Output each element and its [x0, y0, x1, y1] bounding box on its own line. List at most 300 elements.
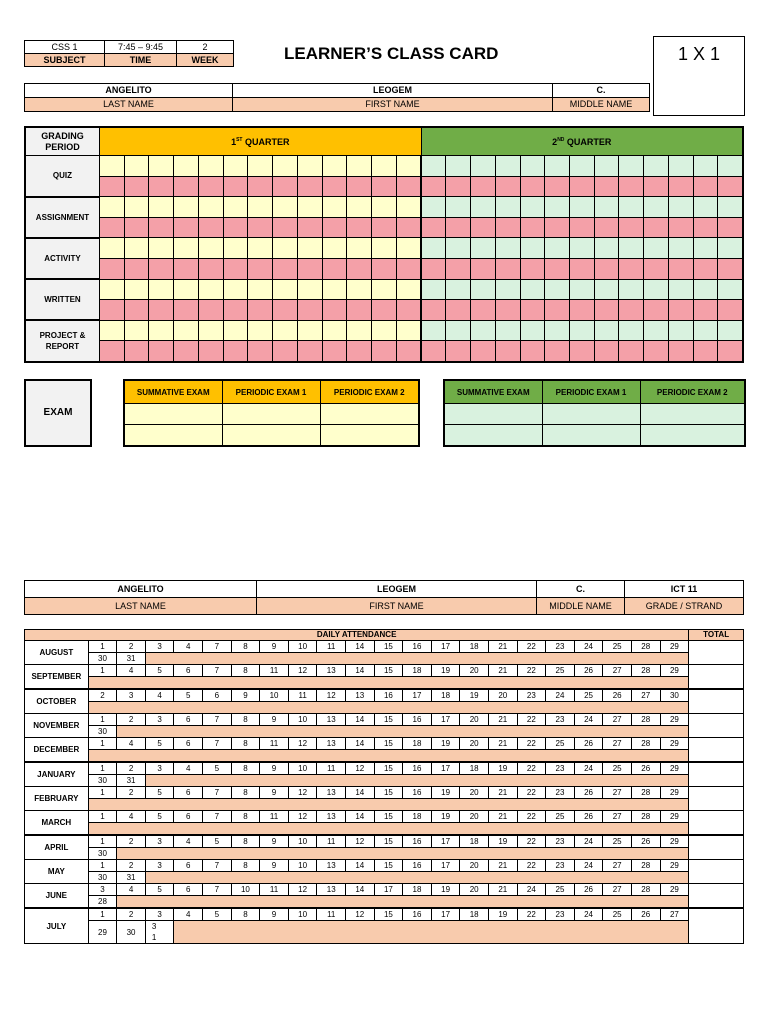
grade-cell[interactable] — [668, 217, 693, 238]
attendance-day[interactable]: 4 — [117, 665, 146, 677]
attendance-day[interactable]: 23 — [546, 641, 575, 653]
attendance-day[interactable]: 8 — [231, 714, 260, 726]
attendance-day[interactable]: 7 — [203, 787, 232, 799]
grade-cell[interactable] — [668, 300, 693, 321]
grade-cell[interactable] — [396, 197, 421, 218]
grade-cell[interactable] — [693, 197, 718, 218]
attendance-total-cell[interactable] — [689, 787, 744, 811]
grade-cell[interactable] — [545, 320, 570, 341]
attendance-day[interactable]: 11 — [260, 884, 289, 896]
grade-cell[interactable] — [223, 156, 248, 177]
grade-cell[interactable] — [570, 197, 595, 218]
grade-cell[interactable] — [372, 238, 397, 259]
attendance-day[interactable]: 21 — [488, 860, 517, 872]
attendance-day[interactable]: 26 — [574, 811, 603, 823]
grade-cell[interactable] — [248, 279, 273, 300]
attendance-day[interactable]: 25 — [546, 884, 575, 896]
grade-cell[interactable] — [421, 279, 446, 300]
grade-cell[interactable] — [668, 258, 693, 279]
grade-cell[interactable] — [198, 279, 223, 300]
grade-cell[interactable] — [520, 279, 545, 300]
grade-cell[interactable] — [471, 197, 496, 218]
attendance-day[interactable]: 25 — [603, 908, 632, 921]
attendance-day[interactable]: 8 — [231, 665, 260, 677]
grade-cell[interactable] — [619, 341, 644, 362]
attendance-day[interactable]: 19 — [431, 738, 460, 750]
attendance-day[interactable]: 4 — [145, 689, 174, 702]
grade-cell[interactable] — [149, 320, 174, 341]
grade-cell[interactable] — [174, 238, 199, 259]
attendance-day[interactable]: 19 — [488, 908, 517, 921]
grade-cell[interactable] — [693, 300, 718, 321]
grade-cell[interactable] — [471, 156, 496, 177]
grade-cell[interactable] — [471, 238, 496, 259]
attendance-day[interactable]: 10 — [260, 689, 289, 702]
grade-cell[interactable] — [668, 176, 693, 197]
attendance-day[interactable]: 22 — [517, 835, 546, 848]
attendance-day[interactable]: 25 — [603, 835, 632, 848]
attendance-day[interactable]: 3 — [88, 884, 117, 896]
attendance-day[interactable]: 18 — [460, 835, 489, 848]
grade-cell[interactable] — [545, 156, 570, 177]
grade-cell[interactable] — [520, 176, 545, 197]
attendance-day[interactable]: 13 — [317, 884, 346, 896]
attendance-day[interactable]: 10 — [288, 762, 317, 775]
grade-cell[interactable] — [248, 238, 273, 259]
grade-cell[interactable] — [471, 258, 496, 279]
grade-cell[interactable] — [520, 320, 545, 341]
attendance-day[interactable]: 14 — [346, 641, 375, 653]
grade-cell[interactable] — [668, 156, 693, 177]
grade-cell[interactable] — [347, 320, 372, 341]
grade-cell[interactable] — [718, 320, 743, 341]
grade-cell[interactable] — [421, 156, 446, 177]
attendance-day[interactable]: 29 — [660, 714, 689, 726]
attendance-day[interactable]: 21 — [488, 665, 517, 677]
attendance-day[interactable]: 17 — [431, 641, 460, 653]
attendance-day[interactable]: 31 — [117, 775, 146, 787]
grade-cell[interactable] — [668, 341, 693, 362]
grade-cell[interactable] — [545, 176, 570, 197]
attendance-day[interactable]: 31 — [117, 653, 146, 665]
grade-cell[interactable] — [520, 258, 545, 279]
grade-cell[interactable] — [594, 238, 619, 259]
attendance-day[interactable]: 1 — [88, 714, 117, 726]
attendance-day[interactable]: 16 — [403, 835, 432, 848]
attendance-day[interactable]: 15 — [374, 665, 403, 677]
grade-cell[interactable] — [545, 279, 570, 300]
attendance-day[interactable]: 3 — [145, 860, 174, 872]
attendance-day[interactable]: 20 — [460, 787, 489, 799]
attendance-day[interactable]: 25 — [574, 689, 603, 702]
grade-cell[interactable] — [396, 320, 421, 341]
attendance-day[interactable]: 2 — [88, 689, 117, 702]
grade-cell[interactable] — [471, 176, 496, 197]
attendance-day[interactable]: 1 — [88, 738, 117, 750]
grade-cell[interactable] — [644, 217, 669, 238]
attendance-day[interactable]: 20 — [460, 884, 489, 896]
attendance-day[interactable]: 29 — [660, 787, 689, 799]
grade-cell[interactable] — [99, 258, 124, 279]
grade-cell[interactable] — [223, 197, 248, 218]
grade-cell[interactable] — [471, 341, 496, 362]
grade-cell[interactable] — [198, 300, 223, 321]
attendance-day[interactable]: 13 — [317, 714, 346, 726]
attendance-day[interactable]: 5 — [145, 811, 174, 823]
attendance-day[interactable]: 10 — [288, 641, 317, 653]
attendance-total-cell[interactable] — [689, 884, 744, 909]
grade-cell[interactable] — [570, 217, 595, 238]
attendance-day[interactable]: 12 — [317, 689, 346, 702]
grade-cell[interactable] — [396, 238, 421, 259]
grade-cell[interactable] — [570, 176, 595, 197]
grade-cell[interactable] — [693, 238, 718, 259]
attendance-day[interactable]: 7 — [203, 641, 232, 653]
grade-cell[interactable] — [372, 176, 397, 197]
attendance-day[interactable]: 26 — [574, 665, 603, 677]
grade-cell[interactable] — [570, 238, 595, 259]
grade-cell[interactable] — [644, 238, 669, 259]
attendance-day[interactable]: 28 — [631, 787, 660, 799]
grade-cell[interactable] — [396, 156, 421, 177]
grade-cell[interactable] — [248, 300, 273, 321]
grade-cell[interactable] — [297, 197, 322, 218]
grade-cell[interactable] — [297, 341, 322, 362]
grade-cell[interactable] — [396, 176, 421, 197]
grade-cell[interactable] — [471, 217, 496, 238]
grade-cell[interactable] — [322, 217, 347, 238]
attendance-day[interactable]: 9 — [260, 860, 289, 872]
attendance-day[interactable]: 8 — [231, 908, 260, 921]
attendance-day[interactable]: 22 — [517, 860, 546, 872]
attendance-day[interactable]: 8 — [231, 811, 260, 823]
grade-cell[interactable] — [273, 258, 298, 279]
grade-cell[interactable] — [99, 279, 124, 300]
grade-cell[interactable] — [372, 156, 397, 177]
exam-cell[interactable] — [542, 425, 640, 447]
attendance-day[interactable]: 27 — [603, 738, 632, 750]
attendance-day[interactable]: 30 — [88, 848, 117, 860]
attendance-day[interactable]: 25 — [546, 738, 575, 750]
attendance-day[interactable]: 19 — [460, 689, 489, 702]
grade-cell[interactable] — [446, 176, 471, 197]
grade-cell[interactable] — [149, 279, 174, 300]
exam-cell[interactable] — [542, 404, 640, 425]
grade-cell[interactable] — [273, 279, 298, 300]
grade-cell[interactable] — [198, 197, 223, 218]
grade-cell[interactable] — [396, 258, 421, 279]
grade-cell[interactable] — [347, 341, 372, 362]
grade-cell[interactable] — [223, 258, 248, 279]
attendance-day[interactable]: 7 — [203, 884, 232, 896]
attendance-day[interactable]: 15 — [374, 714, 403, 726]
grade-cell[interactable] — [520, 341, 545, 362]
grade-cell[interactable] — [149, 156, 174, 177]
attendance-day[interactable]: 12 — [288, 738, 317, 750]
grade-cell[interactable] — [99, 217, 124, 238]
attendance-day[interactable]: 4 — [117, 738, 146, 750]
grade-cell[interactable] — [396, 279, 421, 300]
grade-cell[interactable] — [446, 258, 471, 279]
grade-cell[interactable] — [718, 217, 743, 238]
grade-cell[interactable] — [372, 258, 397, 279]
grade-cell[interactable] — [570, 258, 595, 279]
attendance-day[interactable]: 31 — [117, 872, 146, 884]
grade-cell[interactable] — [223, 341, 248, 362]
exam-cell[interactable] — [222, 425, 320, 447]
grade-cell[interactable] — [446, 341, 471, 362]
grade-cell[interactable] — [495, 217, 520, 238]
attendance-total-cell[interactable] — [689, 860, 744, 884]
attendance-day[interactable]: 2 — [117, 787, 146, 799]
attendance-day[interactable]: 5 — [203, 835, 232, 848]
grade-cell[interactable] — [644, 197, 669, 218]
attendance-day[interactable]: 15 — [374, 738, 403, 750]
grade-cell[interactable] — [174, 197, 199, 218]
grade-cell[interactable] — [619, 238, 644, 259]
attendance-total-cell[interactable] — [689, 714, 744, 738]
attendance-day[interactable]: 30 — [660, 689, 689, 702]
attendance-day[interactable]: 3 — [145, 908, 174, 921]
grade-cell[interactable] — [495, 176, 520, 197]
grade-cell[interactable] — [347, 156, 372, 177]
grade-cell[interactable] — [124, 341, 149, 362]
grade-cell[interactable] — [124, 258, 149, 279]
attendance-day[interactable]: 1 — [88, 762, 117, 775]
grade-cell[interactable] — [174, 156, 199, 177]
grade-cell[interactable] — [471, 300, 496, 321]
attendance-day[interactable]: 5 — [174, 689, 203, 702]
grade-cell[interactable] — [198, 320, 223, 341]
attendance-day[interactable]: 20 — [488, 689, 517, 702]
attendance-day[interactable]: 2 — [117, 641, 146, 653]
attendance-day[interactable]: 7 — [203, 860, 232, 872]
attendance-day[interactable]: 15 — [374, 787, 403, 799]
grade-cell[interactable] — [619, 279, 644, 300]
grade-cell[interactable] — [520, 238, 545, 259]
attendance-day[interactable]: 9 — [260, 641, 289, 653]
attendance-day[interactable]: 6 — [174, 714, 203, 726]
grade-cell[interactable] — [693, 258, 718, 279]
grade-cell[interactable] — [347, 197, 372, 218]
grade-cell[interactable] — [174, 279, 199, 300]
attendance-day[interactable]: 29 — [660, 762, 689, 775]
attendance-day[interactable]: 7 — [203, 714, 232, 726]
attendance-day[interactable]: 26 — [603, 689, 632, 702]
attendance-day[interactable]: 16 — [403, 908, 432, 921]
attendance-day[interactable]: 9 — [260, 762, 289, 775]
attendance-total-cell[interactable] — [689, 811, 744, 836]
grade-cell[interactable] — [248, 176, 273, 197]
attendance-day[interactable]: 16 — [403, 787, 432, 799]
attendance-day[interactable]: 10 — [231, 884, 260, 896]
grade-cell[interactable] — [223, 238, 248, 259]
attendance-day[interactable]: 22 — [517, 665, 546, 677]
grade-cell[interactable] — [198, 258, 223, 279]
grade-cell[interactable] — [99, 320, 124, 341]
attendance-day[interactable]: 29 — [660, 860, 689, 872]
grade-cell[interactable] — [124, 176, 149, 197]
grade-cell[interactable] — [99, 341, 124, 362]
attendance-day[interactable]: 22 — [517, 762, 546, 775]
exam-cell[interactable] — [640, 425, 745, 447]
attendance-day[interactable]: 8 — [231, 835, 260, 848]
attendance-day[interactable]: 6 — [174, 665, 203, 677]
attendance-day[interactable]: 11 — [317, 762, 346, 775]
attendance-total-cell[interactable] — [689, 689, 744, 714]
attendance-day[interactable]: 2 — [117, 762, 146, 775]
grade-cell[interactable] — [347, 300, 372, 321]
attendance-day[interactable]: 17 — [431, 714, 460, 726]
attendance-day[interactable]: 6 — [203, 689, 232, 702]
grade-cell[interactable] — [99, 238, 124, 259]
grade-cell[interactable] — [495, 341, 520, 362]
attendance-day[interactable]: 1 — [145, 932, 174, 944]
grade-cell[interactable] — [322, 238, 347, 259]
attendance-day[interactable]: 3 — [145, 641, 174, 653]
attendance-day[interactable]: 18 — [403, 811, 432, 823]
grade-cell[interactable] — [421, 300, 446, 321]
attendance-day[interactable]: 20 — [460, 811, 489, 823]
grade-cell[interactable] — [421, 341, 446, 362]
attendance-day[interactable]: 21 — [488, 641, 517, 653]
grade-cell[interactable] — [223, 217, 248, 238]
grade-cell[interactable] — [273, 341, 298, 362]
attendance-day[interactable]: 14 — [346, 665, 375, 677]
grade-cell[interactable] — [495, 300, 520, 321]
grade-cell[interactable] — [198, 156, 223, 177]
attendance-day[interactable]: 29 — [88, 921, 117, 944]
grade-cell[interactable] — [693, 217, 718, 238]
grade-cell[interactable] — [223, 279, 248, 300]
attendance-day[interactable]: 23 — [546, 908, 575, 921]
grade-cell[interactable] — [471, 320, 496, 341]
attendance-day[interactable]: 19 — [431, 884, 460, 896]
grade-cell[interactable] — [520, 217, 545, 238]
grade-cell[interactable] — [495, 156, 520, 177]
attendance-day[interactable]: 30 — [88, 775, 117, 787]
grade-cell[interactable] — [372, 300, 397, 321]
attendance-day[interactable]: 25 — [603, 762, 632, 775]
grade-cell[interactable] — [644, 300, 669, 321]
grade-cell[interactable] — [594, 320, 619, 341]
attendance-day[interactable]: 28 — [631, 665, 660, 677]
attendance-day[interactable]: 23 — [546, 714, 575, 726]
attendance-day[interactable]: 1 — [88, 665, 117, 677]
grade-cell[interactable] — [520, 300, 545, 321]
attendance-day[interactable]: 1 — [88, 811, 117, 823]
grade-cell[interactable] — [99, 176, 124, 197]
grade-cell[interactable] — [174, 341, 199, 362]
attendance-day[interactable]: 6 — [174, 738, 203, 750]
attendance-day[interactable]: 21 — [488, 811, 517, 823]
grade-cell[interactable] — [644, 320, 669, 341]
grade-cell[interactable] — [545, 238, 570, 259]
grade-cell[interactable] — [594, 156, 619, 177]
attendance-day[interactable]: 18 — [460, 908, 489, 921]
grade-cell[interactable] — [446, 156, 471, 177]
attendance-day[interactable]: 28 — [631, 641, 660, 653]
grade-cell[interactable] — [273, 320, 298, 341]
grade-cell[interactable] — [421, 197, 446, 218]
attendance-day[interactable]: 15 — [374, 908, 403, 921]
attendance-day[interactable]: 25 — [546, 811, 575, 823]
grade-cell[interactable] — [619, 217, 644, 238]
attendance-day[interactable]: 10 — [288, 860, 317, 872]
grade-cell[interactable] — [322, 176, 347, 197]
grade-cell[interactable] — [668, 320, 693, 341]
attendance-day[interactable]: 24 — [574, 860, 603, 872]
attendance-day[interactable]: 30 — [88, 726, 117, 738]
attendance-day[interactable]: 16 — [403, 641, 432, 653]
grade-cell[interactable] — [273, 238, 298, 259]
attendance-day[interactable]: 10 — [288, 908, 317, 921]
attendance-day[interactable]: 30 — [88, 872, 117, 884]
attendance-day[interactable]: 13 — [317, 787, 346, 799]
attendance-day[interactable]: 24 — [517, 884, 546, 896]
exam-cell[interactable] — [124, 425, 222, 447]
attendance-day[interactable]: 12 — [288, 811, 317, 823]
grade-cell[interactable] — [248, 197, 273, 218]
grade-cell[interactable] — [198, 176, 223, 197]
grade-cell[interactable] — [174, 217, 199, 238]
grade-cell[interactable] — [273, 156, 298, 177]
attendance-day[interactable]: 9 — [231, 689, 260, 702]
grade-cell[interactable] — [446, 217, 471, 238]
grade-cell[interactable] — [520, 156, 545, 177]
attendance-day[interactable]: 22 — [517, 738, 546, 750]
exam-cell[interactable] — [222, 404, 320, 425]
grade-cell[interactable] — [322, 300, 347, 321]
attendance-day[interactable]: 13 — [317, 665, 346, 677]
attendance-day[interactable]: 15 — [374, 811, 403, 823]
grade-cell[interactable] — [174, 320, 199, 341]
grade-cell[interactable] — [322, 341, 347, 362]
grade-cell[interactable] — [644, 258, 669, 279]
grade-cell[interactable] — [223, 300, 248, 321]
grade-cell[interactable] — [495, 238, 520, 259]
attendance-day[interactable]: 27 — [631, 689, 660, 702]
grade-cell[interactable] — [718, 197, 743, 218]
attendance-day[interactable]: 29 — [660, 811, 689, 823]
attendance-day[interactable]: 20 — [460, 738, 489, 750]
grade-cell[interactable] — [594, 176, 619, 197]
attendance-day[interactable]: 5 — [145, 665, 174, 677]
grade-cell[interactable] — [718, 238, 743, 259]
attendance-day[interactable]: 11 — [317, 641, 346, 653]
attendance-day[interactable]: 25 — [546, 665, 575, 677]
attendance-day[interactable]: 11 — [317, 908, 346, 921]
grade-cell[interactable] — [396, 300, 421, 321]
grade-cell[interactable] — [347, 279, 372, 300]
grade-cell[interactable] — [619, 176, 644, 197]
grade-cell[interactable] — [124, 156, 149, 177]
attendance-day[interactable]: 5 — [203, 908, 232, 921]
attendance-day[interactable]: 4 — [174, 762, 203, 775]
grade-cell[interactable] — [322, 197, 347, 218]
attendance-day[interactable]: 17 — [431, 908, 460, 921]
grade-cell[interactable] — [297, 300, 322, 321]
attendance-day[interactable]: 5 — [145, 884, 174, 896]
grade-cell[interactable] — [297, 217, 322, 238]
attendance-day[interactable]: 22 — [517, 641, 546, 653]
attendance-day[interactable]: 26 — [631, 908, 660, 921]
grade-cell[interactable] — [693, 156, 718, 177]
attendance-day[interactable]: 13 — [317, 860, 346, 872]
attendance-day[interactable]: 25 — [603, 641, 632, 653]
attendance-day[interactable]: 7 — [203, 811, 232, 823]
attendance-total-cell[interactable] — [689, 835, 744, 860]
